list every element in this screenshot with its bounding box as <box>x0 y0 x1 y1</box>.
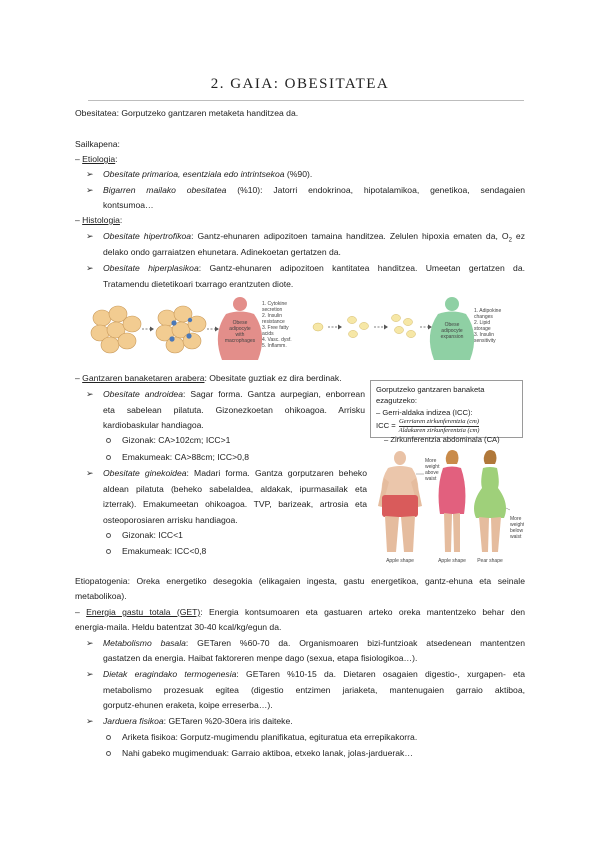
figure-list-item: 1. Adipokine <box>474 308 502 314</box>
box-line-2: – Gerri-aldaka indizea (ICC): <box>376 407 473 417</box>
etiology-term-1: Obesitate primarioa, esentziala edo intrintsekoa <box>103 169 285 179</box>
figure-label: macrophages <box>224 338 256 344</box>
formula-lhs: ICC = <box>376 421 396 431</box>
box-line-4: – Zirkunferentzia abdominala (CA) <box>384 435 500 445</box>
etiopathogenesis-line-2: metabolikoa). <box>75 591 127 601</box>
etiology-text-2: (%10): Jatorri endokrinoa, hipotalamikoa, genetikoa, sendagaien <box>226 185 525 195</box>
gynoid-line-2: aldean pilatuta (beheko sabelaldea, aldakak, ipurmasailak eta <box>103 484 367 494</box>
icc-formula <box>376 418 517 434</box>
figure-list-item: 5. Inflamm. <box>262 343 287 349</box>
figure-list-item: 1. Cytokine <box>262 301 288 307</box>
histology-item-1-cont: delako ondo garraiatzen ehunetara. Adinekoetan gertatzen da. <box>103 247 341 257</box>
etiopathogenesis-label: Etiopatogenia <box>75 576 128 586</box>
figure-label: Obese <box>444 322 460 328</box>
android-women: Emakumeak: CA>88cm; ICC>0,8 <box>122 452 250 462</box>
android-men: Gizonak: CA>102cm; ICC>1 <box>122 435 231 445</box>
android-line-2: eta sabelean pilatuta. Gizonezkoetan ohikoagoa. Arrisku <box>103 405 365 415</box>
histology-text-1: : Gantz-ehunaren adipozitoen tamaina handitzea. Zelulen hipoxia ematen da, O <box>191 231 509 241</box>
figure-label: expansion <box>440 334 464 340</box>
etiopathogenesis-text-1: : Oreka energetiko desegokia (elikagaien ingesta, gastu energetikoa, gantz-ehuna eta seinale <box>127 576 525 586</box>
figure-list-item: 4. Vasc. dysf. <box>262 337 292 343</box>
shape-label: above <box>425 470 439 476</box>
formula-denominator: Aldakaren zirkunferentzia (cm) <box>398 426 480 434</box>
figure-list-item: storage <box>474 326 491 332</box>
figure-label: adipocyte <box>229 326 251 332</box>
fat-distribution-box <box>370 380 523 445</box>
shape-label: waist <box>510 534 522 540</box>
figure-list-item: 3. Insulin <box>474 332 495 338</box>
circle-bullet-icon <box>106 735 111 740</box>
figure-list-item: 2. Insulin <box>262 313 283 319</box>
shape-label: weight <box>510 522 524 528</box>
shape-label: waist <box>425 476 437 482</box>
distribution-label: Gantzaren banaketaren arabera <box>82 373 205 383</box>
obese-body-red <box>218 297 262 360</box>
intro-text: : Gorputzeko gantzaren metaketa handitzea da. <box>116 108 299 118</box>
gynoid-term: Obesitate ginekoidea <box>103 468 187 478</box>
arrow-bullet-icon: ➢ <box>86 169 94 179</box>
activity-sub-2: Nahi gabeko mugimenduak: Garraio aktiboa, etxeko lanak, jolas-jarduerak… <box>122 748 413 758</box>
circle-bullet-icon <box>106 549 111 554</box>
etiology-item-2 <box>103 184 525 197</box>
pear-shape-caption: Pear shape <box>477 558 503 564</box>
classification-heading: Sailkapena: <box>75 139 120 149</box>
shape-label: below <box>510 528 524 534</box>
figure-list-right <box>474 308 501 344</box>
circle-bullet-icon <box>106 438 111 443</box>
title-divider <box>88 100 524 101</box>
figure-list-item: acids <box>262 331 274 337</box>
figure-list-item: secretion <box>262 307 283 313</box>
man-apple-figure <box>378 451 422 552</box>
figure-list-item: resistance <box>262 319 285 325</box>
thermogenesis-line-2: metabolismo prozesuak egitea (digestio entzimen jariaketa, mantenugaien garraio aktiboa, <box>103 685 525 695</box>
arrow-bullet-icon: ➢ <box>86 638 94 648</box>
figure-label: Obese <box>232 320 248 326</box>
histology-item-2-cont: Tratamendu dietetikoari txarrago erantzuten diote. <box>103 279 294 289</box>
energy-label: Energia gastu totala (GET) <box>86 607 201 617</box>
oxygen-subscript: 2 <box>508 237 512 244</box>
etiopathogenesis-line-1 <box>75 575 525 588</box>
arrow-bullet-icon: ➢ <box>86 389 94 399</box>
arrow-bullet-icon: ➢ <box>86 716 94 726</box>
gynoid-women: Emakumeak: ICC<0,8 <box>122 546 207 556</box>
figure-list-left <box>262 301 292 349</box>
etiology-item-2-cont: kontsumoa… <box>103 200 154 210</box>
shape-label: weight <box>425 464 440 470</box>
gynoid-line-4: osteoporosiaren arrisku handiagoa. <box>103 515 238 525</box>
figure-label: adipocyte <box>441 328 463 334</box>
thermogenesis-text-1: : GETaren %10-15 da. Dietaren osagaien digestio-, xurgapen- eta <box>236 669 525 679</box>
intro-line <box>75 107 298 120</box>
body-shapes-figure <box>372 448 524 566</box>
obese-body-green <box>430 297 474 360</box>
figure-list-item: 2. Lipid <box>474 320 491 326</box>
histology-text-2: : Gantz-ehunaren adipozitoen kantitatea handitzea. Umeetan gertatzen da. <box>198 263 525 273</box>
formula-numerator: Gerriaren zirkunferentzia (cm) <box>398 418 480 426</box>
gynoid-men: Gizonak: ICC<1 <box>122 530 183 540</box>
thermogenesis-line-3: gorputz-ehunen eraketa, koipe erreserba…). <box>103 700 273 710</box>
basal-line-1 <box>103 637 525 650</box>
etiology-text-1: (%90). <box>284 169 313 179</box>
histology-item-2 <box>103 262 525 275</box>
adipocyte-cluster-normal <box>91 306 141 353</box>
apple-shape-caption: Apple shape <box>386 558 414 564</box>
distribution-text: : Obesitate guztiak ez dira berdinak. <box>204 373 342 383</box>
woman-apple-figure <box>439 450 466 552</box>
box-line-1: Gorputzeko gantzaren banaketa ezagutzeko: <box>376 385 485 406</box>
gynoid-text-1: : Madari forma. Gantza gorputzaren beheko <box>186 468 367 478</box>
activity-term: Jarduera fisikoa <box>103 716 164 726</box>
page-title: 2. GAIA: OBESITATEA <box>210 76 390 92</box>
circle-bullet-icon <box>106 533 111 538</box>
arrow-bullet-icon: ➢ <box>86 669 94 679</box>
basal-text-1: : GETaren %60-70 da. Organismoaren bizi-funtzioak atsedenean mantentzen <box>185 638 525 648</box>
adipocyte-small-cells <box>313 314 432 337</box>
adipocyte-figure <box>90 296 520 366</box>
etiology-label: Etiologia <box>82 154 116 164</box>
histology-term-2: Obesitate hiperplasikoa <box>103 263 199 273</box>
shape-label: More <box>425 458 437 464</box>
android-line-3: kardiobaskular handiagoa. <box>103 420 204 430</box>
intro-label: Obesitatea <box>75 108 117 118</box>
histology-label: Histologia <box>82 215 120 225</box>
etiology-item-1 <box>103 168 312 181</box>
arrow-bullet-icon: ➢ <box>86 263 94 273</box>
android-line-1 <box>103 388 365 401</box>
energy-text-1: : Energia kontsumoaren eta gastuaren arteko oreka mantentzeko behar den <box>200 607 526 617</box>
arrow-bullet-icon: ➢ <box>86 231 94 241</box>
energy-line-2: energia-maila. Heldu batentzat 30-40 kcal/kg/egun da. <box>75 622 282 632</box>
figure-list-item: sensitivity <box>474 338 496 344</box>
histology-item-1 <box>103 230 525 246</box>
formula-fraction <box>399 418 480 434</box>
thermogenesis-line-1 <box>103 668 525 681</box>
activity-line <box>103 715 293 728</box>
arrow-bullet-icon: ➢ <box>86 185 94 195</box>
basal-term: Metabolismo basala <box>103 638 186 648</box>
circle-bullet-icon <box>106 455 111 460</box>
activity-sub-1: Ariketa fisikoa: Gorputz-mugimendu planifikatua, egituratua eta errepikakorra. <box>122 732 418 742</box>
adipocyte-cluster-macrophage <box>156 306 206 353</box>
thermogenesis-term: Dietak eragindako termogenesia <box>103 669 237 679</box>
activity-text: : GETaren %20-30era iris daiteke. <box>163 716 293 726</box>
arrow-bullet-icon: ➢ <box>86 468 94 478</box>
basal-line-2: gastatzen da energia. Haibat faktoreren menpe dago (sexua, etapa fisiologikoa…). <box>103 653 418 663</box>
woman-pear-figure <box>474 450 506 552</box>
android-term: Obesitate androidea <box>103 389 183 399</box>
shape-label: More <box>510 516 522 522</box>
figure-label: with <box>235 332 245 338</box>
distribution-heading: – Gantzaren banaketaren arabera: Obesitate guztiak ez dira berdinak. <box>75 373 342 383</box>
gynoid-line-3: izterrak). Emakumeetan ohikoagoa. TVP, barizeak, artrosia eta <box>103 499 367 509</box>
histology-text-1b: ez <box>511 231 526 241</box>
android-text-1: : Sagar forma. Gantza aurpegian, enborrean <box>182 389 365 399</box>
gynoid-line-1 <box>103 467 367 480</box>
energy-line-1: – Energia gastu totala (GET): Energia kontsumoaren eta gastuaren arteko oreka mantentzeko behar den <box>75 607 526 617</box>
histology-heading: – Histologia: <box>75 215 123 225</box>
arrow-head-icon <box>150 327 154 332</box>
apple-shape-caption-2: Apple shape <box>438 558 466 564</box>
circle-bullet-icon <box>106 751 111 756</box>
figure-list-item: 3. Free fatty <box>262 325 289 331</box>
etiology-term-2: Bigarren mailako obesitatea <box>103 185 227 195</box>
histology-term-1: Obesitate hipertrofikoa <box>103 231 192 241</box>
arrow-head-icon <box>215 327 219 332</box>
figure-list-item: changes <box>474 314 493 320</box>
etiology-heading: – Etiologia: <box>75 154 118 164</box>
